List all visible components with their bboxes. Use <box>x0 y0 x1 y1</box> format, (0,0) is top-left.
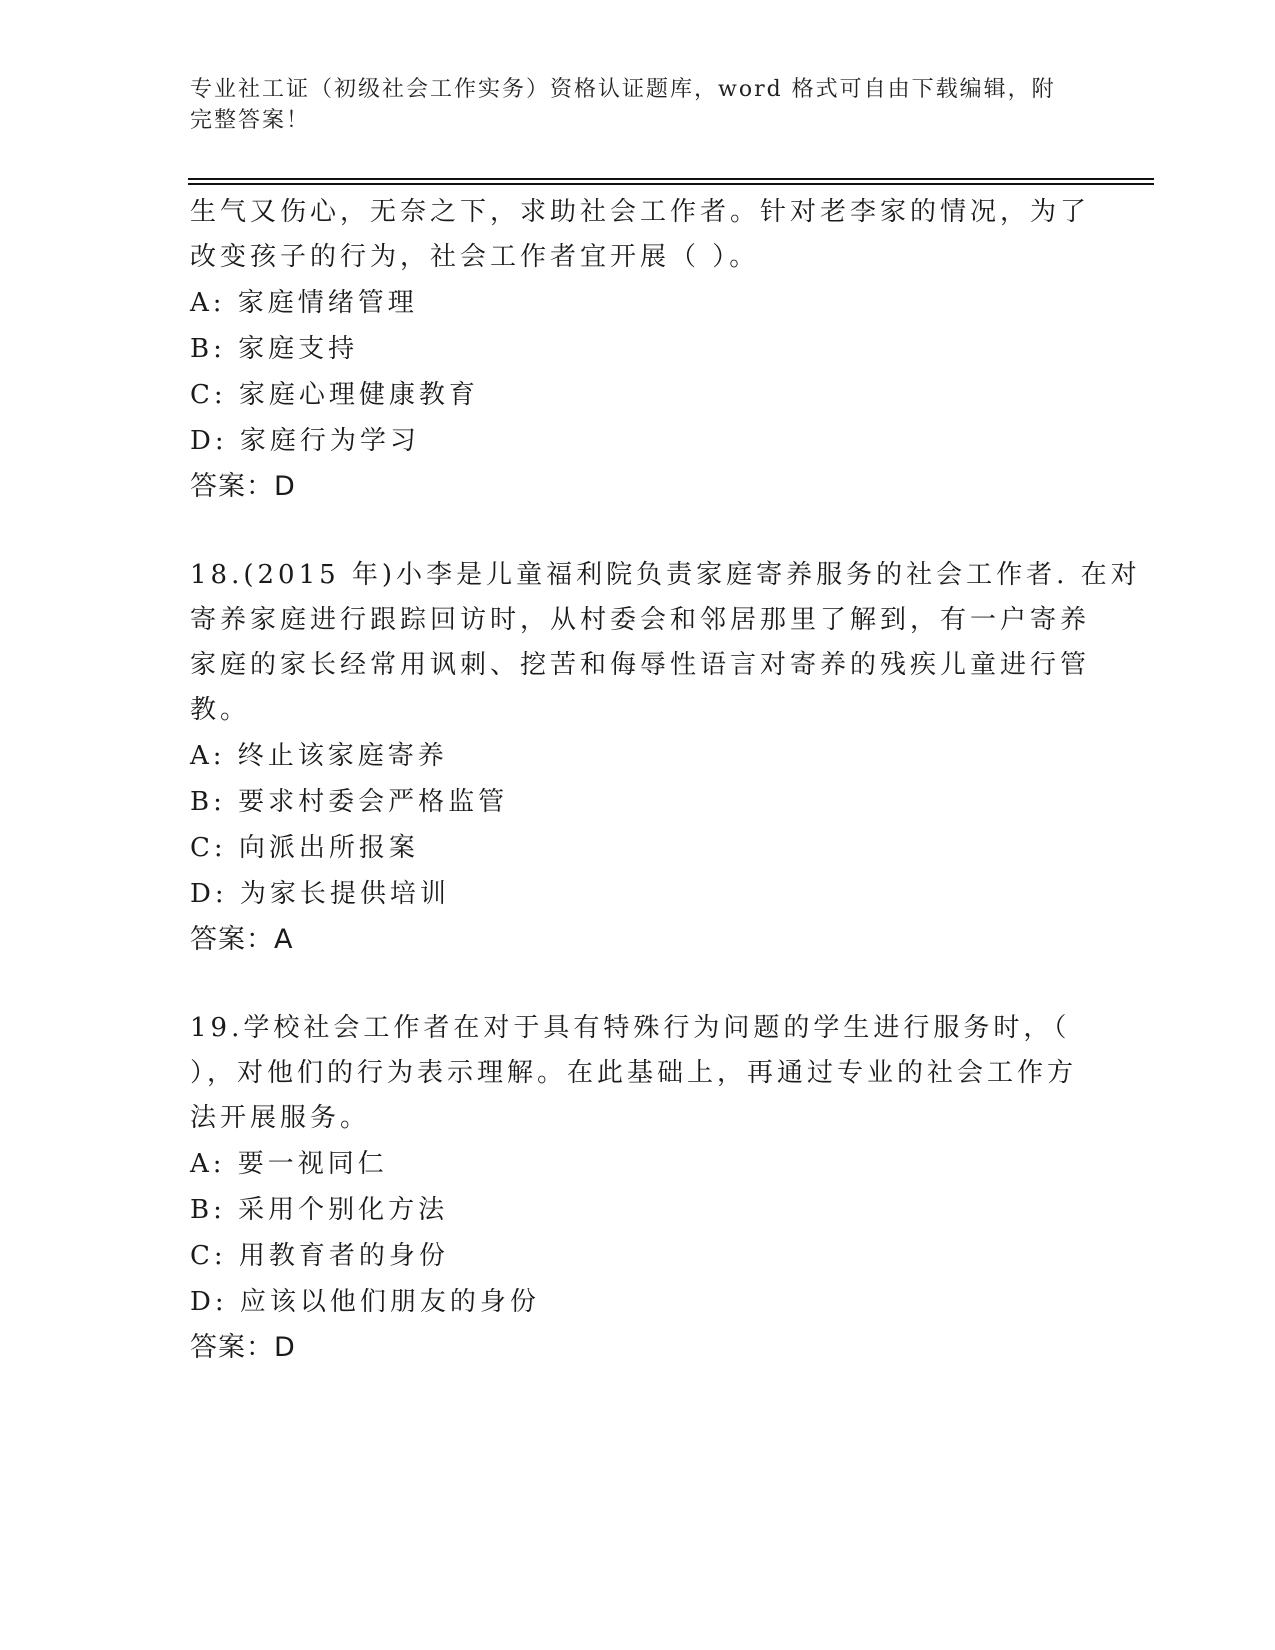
option-a: A: 终止该家庭寄养 <box>190 741 448 771</box>
option-d: D: 家庭行为学习 <box>190 426 420 456</box>
question-stem-line: 法开展服务。 <box>190 1103 371 1133</box>
answer-label: 答案：D <box>190 471 296 502</box>
question-block <box>190 190 1090 509</box>
page-header <box>190 74 1080 136</box>
option-b: B: 采用个别化方法 <box>190 1195 449 1225</box>
question-stem-line: 生气又伤心，无奈之下，求助社会工作者。针对老李家的情况，为了 <box>190 197 1091 227</box>
question-stem-line: 19.学校社会工作者在对于具有特殊行为问题的学生进行服务时，（ <box>190 1013 1071 1043</box>
option-b: B: 家庭支持 <box>190 334 359 364</box>
option-c: C: 向派出所报案 <box>190 833 419 863</box>
option-d: D: 应该以他们朋友的身份 <box>190 1287 540 1317</box>
question-spacer <box>190 509 1090 553</box>
header-line-2: 完整答案！ <box>190 108 311 133</box>
option-c: C: 用教育者的身份 <box>190 1241 449 1271</box>
question-block <box>190 553 1141 962</box>
header-rule-bottom <box>188 183 1154 185</box>
question-stem-line: 家庭的家长经常用讽刺、挖苦和侮辱性语言对寄养的残疾儿童进行管 <box>190 650 1091 680</box>
question-stem-line: ），对他们的行为表示理解。在此基础上，再通过专业的社会工作方 <box>190 1058 1078 1088</box>
answer-label: 答案：D <box>190 1332 296 1363</box>
header-line-1: 专业社工证（初级社会工作实务）资格认证题库，word 格式可自由下载编辑，附 <box>190 77 1056 102</box>
option-c: C: 家庭心理健康教育 <box>190 380 479 410</box>
question-stem-line: 18.(2015 年)小李是儿童福利院负责家庭寄养服务的社会工作者. 在对 <box>190 560 1141 590</box>
question-list <box>190 190 1141 1370</box>
question-stem-line: 教。 <box>190 695 251 725</box>
option-a: A: 家庭情绪管理 <box>190 288 418 318</box>
option-a: A: 要一视同仁 <box>190 1149 388 1179</box>
answer-label: 答案：A <box>190 924 294 955</box>
question-stem-line: 寄养家庭进行跟踪回访时，从村委会和邻居那里了解到，有一户寄养 <box>190 605 1091 635</box>
question-block <box>190 1006 1090 1370</box>
option-b: B: 要求村委会严格监管 <box>190 787 509 817</box>
option-d: D: 为家长提供培训 <box>190 879 450 909</box>
question-spacer <box>190 962 1090 1006</box>
header-rule-top <box>188 178 1154 180</box>
question-stem-line: 改变孩子的行为，社会工作者宜开展（ ）。 <box>190 242 760 272</box>
